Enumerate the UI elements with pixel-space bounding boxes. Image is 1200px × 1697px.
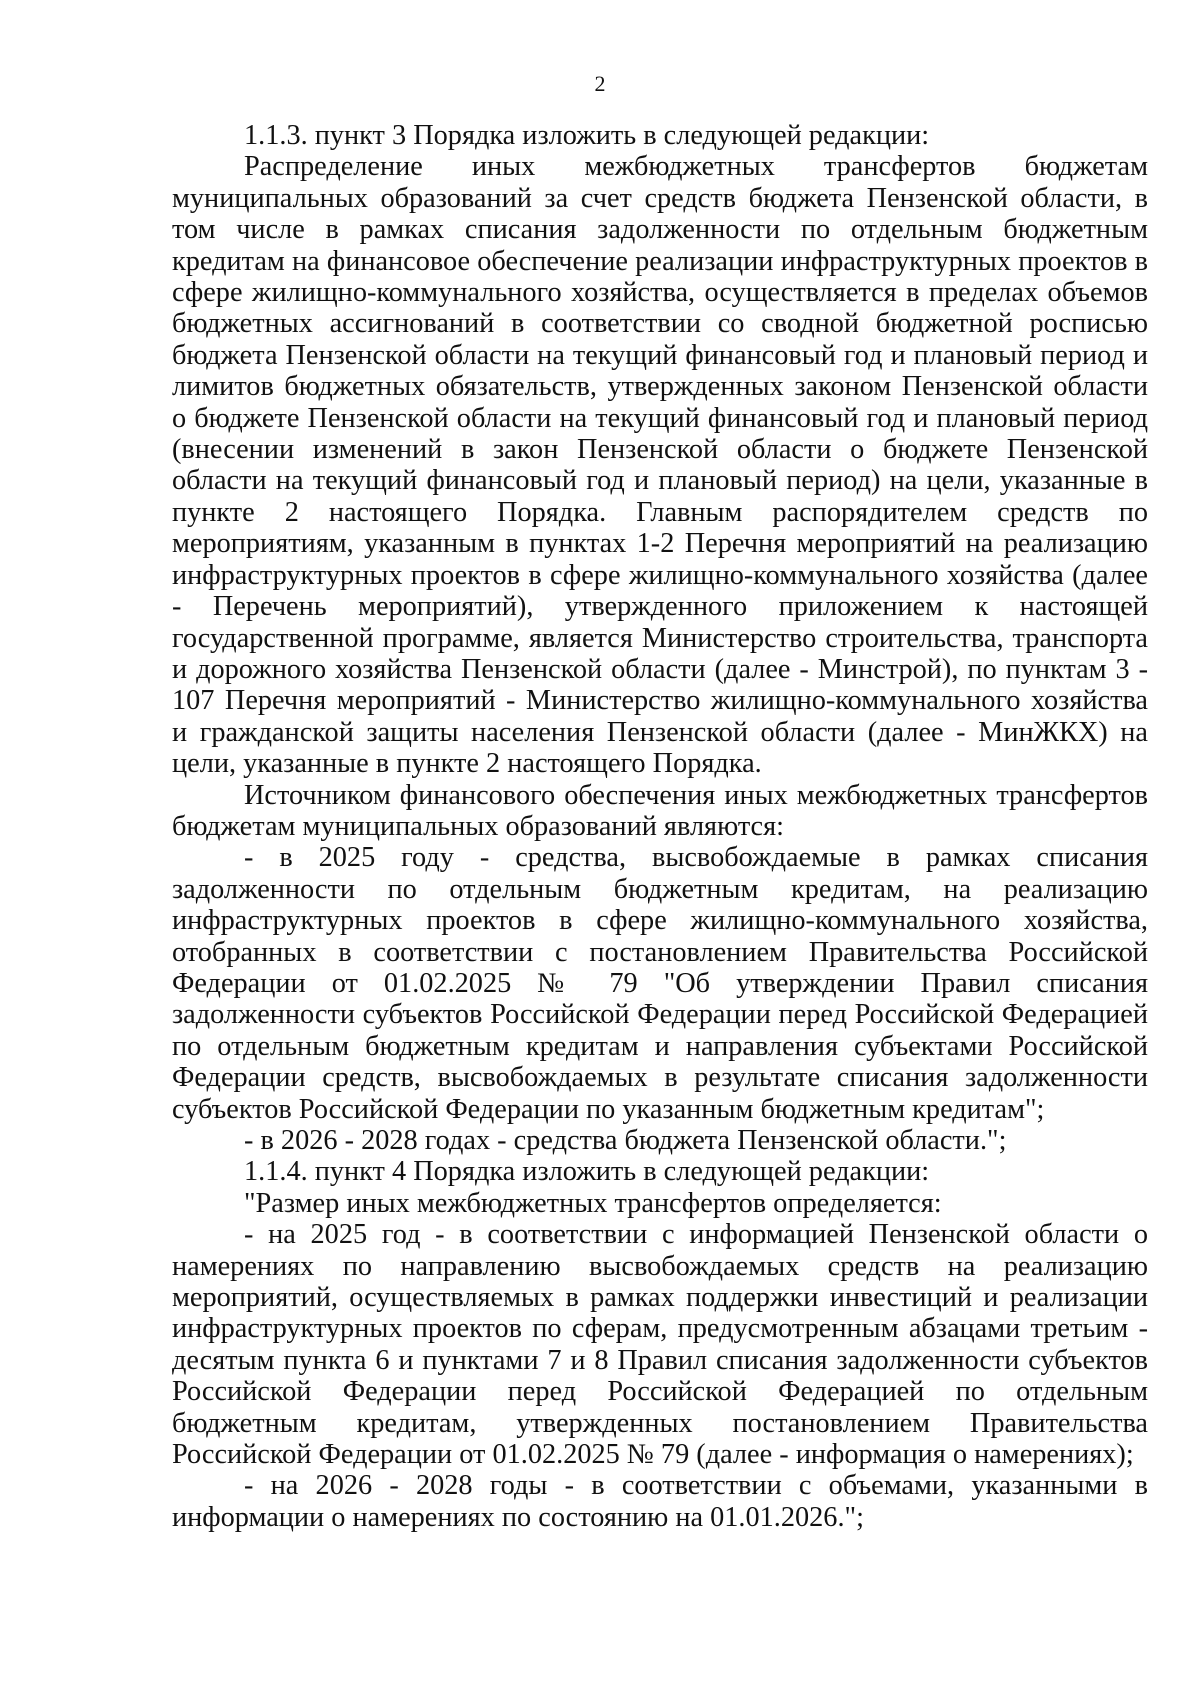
- paragraph-transfer-size: "Размер иных межбюджетных трансфертов определяется:: [244, 1187, 942, 1219]
- paragraph-1-1-4-heading: 1.1.4. пункт 4 Порядка изложить в следующей редакции:: [244, 1156, 930, 1188]
- page-number: 2: [594, 71, 606, 96]
- list-item-size-2025: - на 2025 год - в соответствии с информацией Пензенской области о намерениях по направлению высвобождаемых средств на реализацию мероприятий, осуществляемых в рамках поддержки инвестиций и реализации инфраструктурных проектов по сферам, предусмотренным абзацами третьим - десятым пункта 6 и пунктами 7 и 8 Правил списания задолженности субъектов Российской Федерации перед Российской Федерацией по отдельным бюджетным кредитам, утвержденных постановлением Правительства Российской Федерации от 01.02.2025 № 79 (далее - информация о намерениях);: [172, 1219, 1148, 1471]
- list-item-size-2026-2028: - на 2026 - 2028 годы - в соответствии с объемами, указанными в информации о намерениях по состоянию на 01.01.2026.";: [172, 1470, 1148, 1533]
- list-item-2026-2028: - в 2026 - 2028 годах - средства бюджета Пензенской области.";: [244, 1125, 1007, 1156]
- paragraph-funding-source: Источником финансового обеспечения иных межбюджетных трансфертов бюджетам муниципальных образований являются:: [172, 779, 1148, 842]
- document-body: [172, 120, 1148, 1533]
- list-item-2025: - в 2025 году - средства, высвобождаемые в рамках списания задолженности по отдельным бюджетным кредитам, на реализацию инфраструктурных проектов в сфере жилищно-коммунального хозяйства, отобранных в соответствии с постановлением Правительства Российской Федерации от 01.02.2025 № 79 "Об утверждении Правил списания задолженности субъектов Российской Федерации перед Российской Федерацией по отдельным бюджетным кредитам и направления субъектами Российской Федерации средств, высвобождаемых в результате списания задолженности субъектов Российской Федерации по указанным бюджетным кредитам";: [172, 842, 1148, 1125]
- paragraph-1-1-3-heading: 1.1.3. пункт 3 Порядка изложить в следующей редакции:: [244, 120, 930, 151]
- paragraph-distribution: Распределение иных межбюджетных трансфертов бюджетам муниципальных образований за счет средств бюджета Пензенской области, в том числе в рамках списания задолженности по отдельным бюджетным кредитам на финансовое обеспечение реализации инфраструктурных проектов в сфере жилищно-коммунального хозяйства, осуществляется в пределах объемов бюджетных ассигнований в соответствии со сводной бюджетной росписью бюджета Пензенской области на текущий финансовый год и плановый период и лимитов бюджетных обязательств, утвержденных законом Пензенской области о бюджете Пензенской области на текущий финансовый год и плановый период (внесении изменений в закон Пензенской области о бюджете Пензенской области на текущий финансовый год и плановый период) на цели, указанные в пункте 2 настоящего Порядка. Главным распорядителем средств по мероприятиям, указанным в пунктах 1-2 Перечня мероприятий на реализацию инфраструктурных проектов в сфере жилищно-коммунального хозяйства (далее - Перечень мероприятий), утвержденного приложением к настоящей государственной программе, является Министерство строительства, транспорта и дорожного хозяйства Пензенской области (далее - Минстрой), по пунктам 3 - 107 Перечня мероприятий - Министерство жилищно-коммунального хозяйства и гражданской защиты населения Пензенской области (далее - МинЖКХ) на цели, указанные в пункте 2 настоящего Порядка.: [172, 151, 1148, 780]
